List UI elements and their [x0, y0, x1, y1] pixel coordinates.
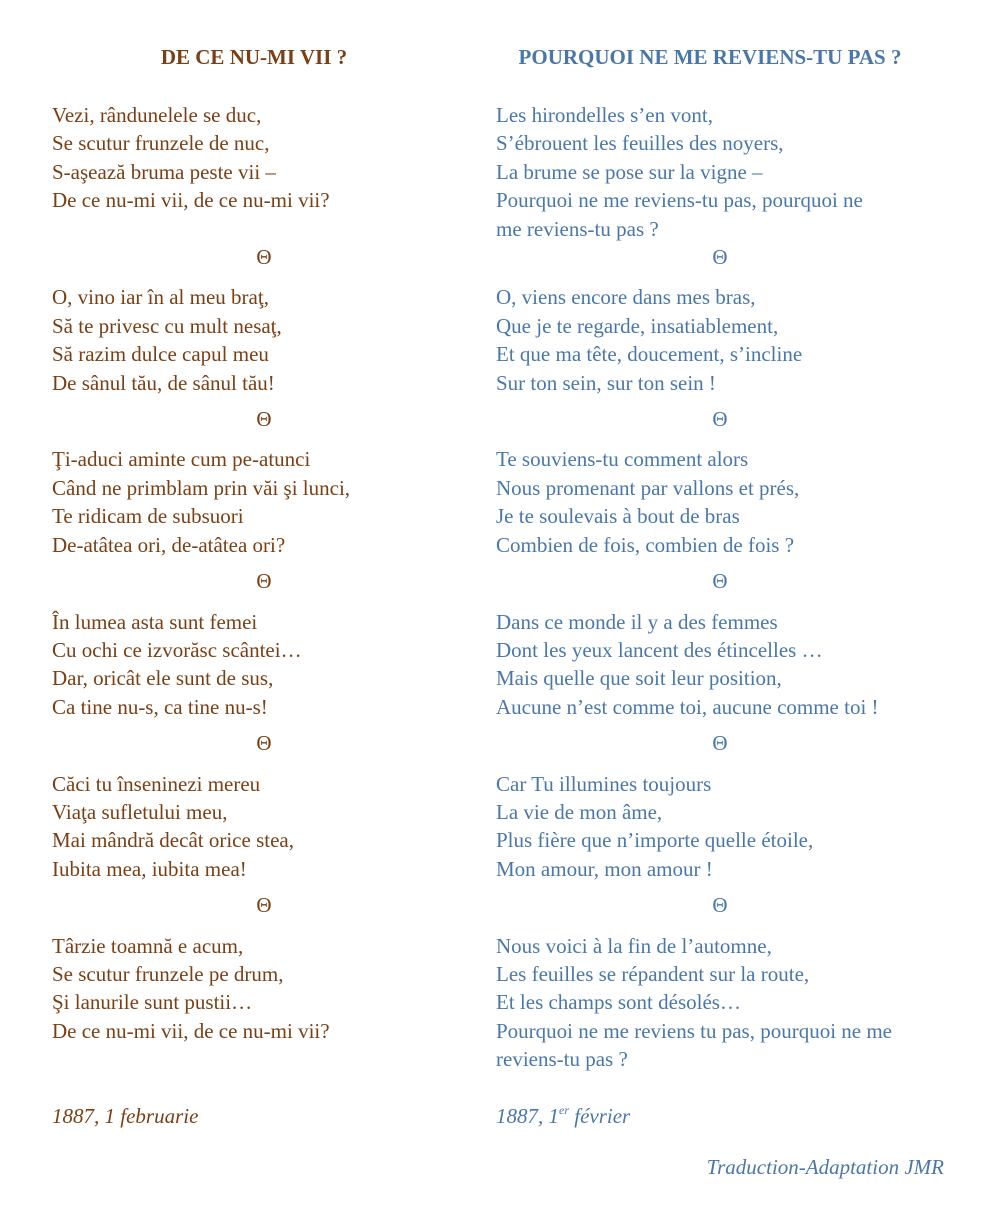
verse-line: Mon amour, mon amour !	[496, 856, 713, 881]
stanza-separator-icon: Θ	[256, 569, 272, 594]
french-stanza	[496, 770, 944, 892]
separator-row	[52, 243, 944, 283]
verse-line: O, viens encore dans mes bras,	[496, 285, 756, 310]
verse-line: Să razim dulce capul meu	[52, 342, 269, 367]
romanian-date: 1887, 1 februarie	[52, 1103, 199, 1128]
verse-line: Nous promenant par vallons et prés,	[496, 475, 800, 500]
verse-line: Dont les yeux lancent des étincelles …	[496, 637, 823, 662]
verse-line: Dar, oricât ele sunt de sus,	[52, 666, 274, 691]
verse-line: De-atâtea ori, de-atâtea ori?	[52, 532, 286, 557]
verse-line: Sur ton sein, sur ton sein !	[496, 370, 716, 395]
verse-line: Que je te regarde, insatiablement,	[496, 313, 779, 338]
verse-line: De ce nu-mi vii, de ce nu-mi vii?	[52, 188, 330, 213]
verse-line: Nous voici à la fin de l’automne,	[496, 933, 772, 958]
stanza-separator-icon: Θ	[256, 245, 272, 270]
romanian-title: DE CE NU-MI VII ?	[160, 45, 348, 69]
stanza-separator-icon: Θ	[256, 731, 272, 756]
french-stanza	[496, 932, 944, 1082]
translation-credit: Traduction-Adaptation JMR	[706, 1155, 944, 1179]
verse-line: Pourquoi ne me reviens tu pas, pourquoi ne me	[496, 1018, 893, 1043]
verse-line: La brume se pose sur la vigne –	[496, 159, 763, 184]
romanian-stanza	[52, 932, 496, 1082]
french-date-prefix: 1887, 1	[496, 1103, 559, 1128]
french-title: POURQUOI NE ME REVIENS-TU PAS ?	[518, 45, 902, 69]
stanza-separator-icon: Θ	[712, 407, 728, 432]
separator-row	[52, 405, 944, 445]
verse-line: Car Tu illumines toujours	[496, 771, 712, 796]
verse-line: Şi lanurile sunt pustii…	[52, 990, 253, 1015]
verse-line: Să te privesc cu mult nesaţ,	[52, 313, 282, 338]
verse-line: Combien de fois, combien de fois ?	[496, 532, 795, 557]
verse-line: Cu ochi ce izvorăsc scântei…	[52, 637, 302, 662]
verse-line: Mais quelle que soit leur position,	[496, 666, 782, 691]
verse-line: La vie de mon âme,	[496, 799, 663, 824]
verse-line: Les hirondelles s’en vont,	[496, 103, 713, 127]
verse-line: În lumea asta sunt femei	[52, 609, 258, 634]
stanza-separator-icon: Θ	[712, 245, 728, 270]
date-row	[52, 1082, 944, 1130]
romanian-stanza	[52, 770, 496, 892]
verse-line: Se scutur frunzele de nuc,	[52, 131, 270, 156]
verse-line: O, vino iar în al meu braţ,	[52, 285, 269, 310]
verse-line: Dans ce monde il y a des femmes	[496, 609, 778, 634]
verse-line: reviens-tu pas ?	[496, 1047, 628, 1072]
verse-line: S’ébrouent les feuilles des noyers,	[496, 131, 784, 156]
romanian-stanza	[52, 283, 496, 405]
separator-row	[52, 891, 944, 931]
verse-line: Târzie toamnă e acum,	[52, 933, 244, 958]
verse-line: Les feuilles se répandent sur la route,	[496, 961, 810, 986]
verse-line: Te ridicam de subsuori	[52, 504, 244, 529]
french-stanza	[496, 101, 944, 243]
verse-line: me reviens-tu pas ?	[496, 216, 659, 241]
verse-line: Se scutur frunzele pe drum,	[52, 961, 284, 986]
verse-line: Ţi-aduci aminte cum pe-atunci	[52, 447, 311, 472]
verse-line: S-aşează bruma peste vii –	[52, 159, 276, 184]
french-stanza	[496, 445, 944, 567]
stanza-row	[52, 608, 944, 730]
french-date-suffix: février	[569, 1103, 631, 1128]
verse-line: De ce nu-mi vii, de ce nu-mi vii?	[52, 1018, 330, 1043]
verse-line: Căci tu înseninezi mereu	[52, 771, 261, 796]
stanza-separator-icon: Θ	[712, 893, 728, 918]
french-date	[496, 1082, 944, 1130]
stanza-separator-icon: Θ	[256, 893, 272, 918]
verse-line: Et les champs sont désolés…	[496, 990, 741, 1015]
verse-line: Când ne primblam prin văi şi lunci,	[52, 475, 351, 500]
french-date-ordinal: er	[559, 1102, 569, 1117]
verse-line: De sânul tău, de sânul tău!	[52, 370, 275, 395]
separator-row	[52, 567, 944, 607]
verse-line: Aucune n’est comme toi, aucune comme toi !	[496, 694, 879, 719]
verse-line: Ca tine nu-s, ca tine nu-s!	[52, 694, 268, 719]
verse-line: Iubita mea, iubita mea!	[52, 856, 247, 881]
french-stanza	[496, 608, 944, 730]
romanian-stanza	[52, 445, 496, 567]
verse-line: Mai mândră decât orice stea,	[52, 828, 294, 853]
stanza-row	[52, 283, 944, 405]
romanian-stanza	[52, 101, 496, 243]
stanza-separator-icon: Θ	[712, 569, 728, 594]
verse-line: Je te soulevais à bout de bras	[496, 504, 740, 529]
stanza-row	[52, 445, 944, 567]
romanian-stanza	[52, 608, 496, 730]
stanza-row	[52, 101, 944, 243]
verse-line: Viaţa sufletului meu,	[52, 799, 228, 824]
verse-line: Plus fière que n’importe quelle étoile,	[496, 828, 814, 853]
verse-line: Et que ma tête, doucement, s’incline	[496, 342, 803, 367]
stanza-separator-icon: Θ	[712, 731, 728, 756]
verse-line: Vezi, rândunelele se duc,	[52, 103, 262, 127]
stanza-separator-icon: Θ	[256, 407, 272, 432]
poem-table	[52, 101, 944, 1130]
verse-line: Te souviens-tu comment alors	[496, 447, 749, 472]
stanza-row	[52, 932, 944, 1082]
french-stanza	[496, 283, 944, 405]
separator-row	[52, 729, 944, 769]
verse-line: Pourquoi ne me reviens-tu pas, pourquoi ne	[496, 188, 863, 213]
stanza-row	[52, 770, 944, 892]
